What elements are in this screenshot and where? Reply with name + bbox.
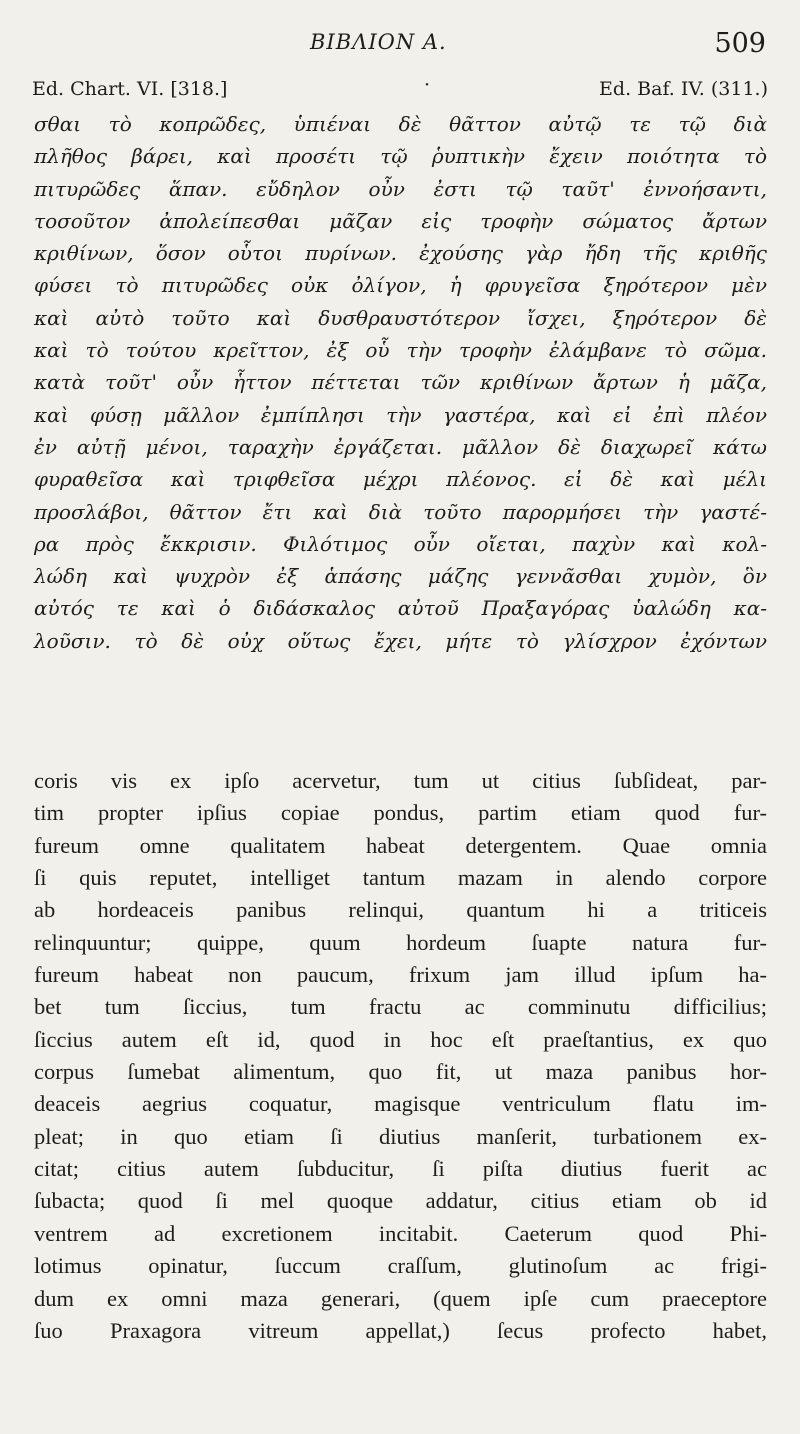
latin-text-line: relinquuntur; quippe, quum hordeum ſuapte natura fur- <box>34 929 767 955</box>
latin-text-line: ſi quis reputet, intelliget tantum mazam in alendo corpore <box>34 865 767 891</box>
latin-text-line: tim propter ipſius copiae pondus, partim etiam quod fur- <box>34 800 767 826</box>
latin-text-line: fureum omne qualitatem habeat detergentem. Quae omnia <box>34 832 767 858</box>
latin-text-line: lotimus opinatur, ſuccum craſſum, glutinoſum ac frigi- <box>34 1253 767 1279</box>
greek-text-line: τοσοῦτον ἀπολείπεσθαι μᾶζαν εἰς τροφὴν σώματος ἄρτων <box>34 208 767 233</box>
edition-chartier: Ed. Chart. VI. [318.] <box>32 78 228 100</box>
greek-text-line: αὐτός τε καὶ ὁ διδάσκαλος αὐτοῦ Πραξαγόρας ὑαλώδη κα- <box>34 596 767 621</box>
greek-text-line: κατὰ τοῦτ' οὖν ἧττον πέττεται τῶν κριθίνων ἄρτων ἡ μᾶζα, <box>34 370 767 395</box>
latin-text-line: fureum habeat non paucum, frixum jam illud ipſum ha- <box>34 962 767 988</box>
greek-text-line: ρα πρὸς ἔκκρισιν. Φιλότιμος οὖν οἴεται, παχὺν καὶ κολ- <box>34 531 767 556</box>
latin-text-line: dum ex omni maza generari, (quem ipſe cum praeceptore <box>34 1285 767 1311</box>
greek-text-line: πλῆθος βάρει, καὶ προσέτι τῷ ῥυπτικὴν ἔχειν ποιότητα τὸ <box>34 144 767 169</box>
running-head <box>0 28 800 64</box>
greek-text-line: προσλάβοι, θᾶττον ἔτι καὶ διὰ τοῦτο παρορμήσει τὴν γαστέ- <box>34 499 767 524</box>
latin-text-line: bet tum ſiccius, tum fractu ac comminutu difficilius; <box>34 994 767 1020</box>
edition-reference-line <box>32 74 768 104</box>
latin-text-line: coris vis ex ipſo acervetur, tum ut citius ſubſideat, par- <box>34 768 767 793</box>
latin-text-line: deaceis aegrius coquatur, magisque ventriculum flatu im- <box>34 1091 767 1117</box>
edition-separator-dot: · <box>424 74 431 96</box>
greek-text-line: ἐν αὐτῇ μένοι, ταραχὴν ἐργάζεται. μᾶλλον δὲ διαχωρεῖ κάτω <box>34 434 767 459</box>
greek-text-line: σθαι τὸ κοπρῶδες, ὑπιέναι δὲ θᾶττον αὐτῷ τε τῷ διὰ <box>34 112 767 136</box>
greek-text-line: λοῦσιν. τὸ δὲ οὐχ οὕτως ἔχει, μήτε τὸ γλίσχρον ἐχόντων <box>34 628 767 653</box>
page-number: 509 <box>714 28 766 59</box>
book-title: ΒΙΒΛΙΟΝ Α. <box>310 30 447 54</box>
edition-basel: Ed. Baf. IV. (311.) <box>599 78 768 100</box>
latin-text-line: ſuo Praxagora vitreum appellat,) ſecus profecto habet, <box>34 1317 767 1343</box>
latin-text-line: ſiccius autem eſt id, quod in hoc eſt praeſtantius, ex quo <box>34 1026 767 1052</box>
latin-text-line: ſubacta; quod ſi mel quoque addatur, citius etiam ob id <box>34 1188 767 1214</box>
greek-text-line: φυραθεῖσα καὶ τριφθεῖσα μέχρι πλέονος. εἰ δὲ καὶ μέλι <box>34 467 767 492</box>
greek-text-line: φύσει τὸ πιτυρῶδες οὐκ ὀλίγον, ἡ φρυγεῖσα ξηρότερον μὲν <box>34 273 767 298</box>
latin-text-line: ab hordeaceis panibus relinqui, quantum hi a triticeis <box>34 897 767 923</box>
latin-text-line: citat; citius autem ſubducitur, ſi piſta diutius fuerit ac <box>34 1156 767 1182</box>
greek-text-line: κριθίνων, ὅσον οὗτοι πυρίνων. ἐχούσης γὰρ ἤδη τῆς κριθῆς <box>34 241 767 266</box>
greek-text-line: λώδη καὶ ψυχρὸν ἐξ ἁπάσης μάζης γεννᾶσθαι χυμὸν, ὃν <box>34 564 767 589</box>
greek-text-line: καὶ φύσῃ μᾶλλον ἐμπίπλησι τὴν γαστέρα, καὶ εἰ ἐπὶ πλέον <box>34 402 767 427</box>
latin-text-line: ventrem ad excretionem incitabit. Caeterum quod Phi- <box>34 1220 767 1246</box>
greek-text-line: καὶ τὸ τούτου κρεῖττον, ἐξ οὗ τὴν τροφὴν ἐλάμβανε τὸ σῶμα. <box>34 338 767 363</box>
latin-text-line: corpus ſumebat alimentum, quo fit, ut maza panibus hor- <box>34 1059 767 1085</box>
latin-text-line: pleat; in quo etiam ſi diutius manſerit, turbationem ex- <box>34 1123 767 1149</box>
greek-text-block <box>34 108 767 657</box>
greek-text-line: καὶ αὐτὸ τοῦτο καὶ δυσθραυστότερον ἴσχει, ξηρότερον δὲ <box>34 305 767 330</box>
latin-text-block <box>34 765 767 1347</box>
greek-text-line: πιτυρῶδες ἅπαν. εὔδηλον οὖν ἐστι τῷ ταῦτ' ἐννοήσαντι, <box>34 176 767 201</box>
